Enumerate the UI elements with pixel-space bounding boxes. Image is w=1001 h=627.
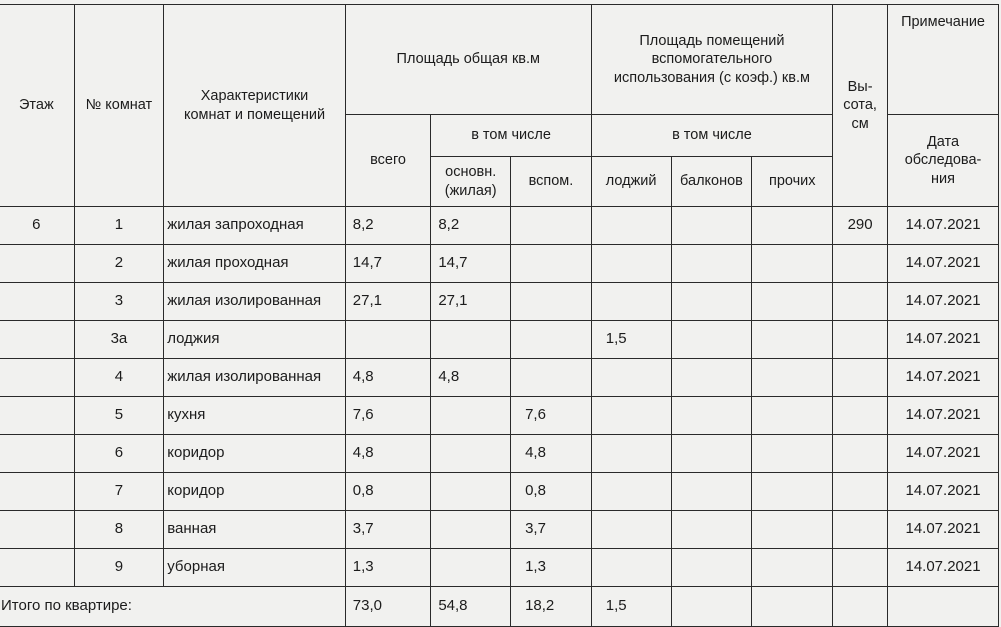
cell-other bbox=[752, 549, 833, 587]
totals-row bbox=[0, 587, 999, 627]
cell-room: 8 bbox=[74, 511, 164, 549]
cell-room: 1 bbox=[74, 207, 164, 245]
cell-date: 14.07.2021 bbox=[888, 207, 999, 245]
totals-aux: 18,2 bbox=[511, 587, 592, 627]
cell-total bbox=[345, 321, 431, 359]
cell-name: кухня bbox=[164, 397, 346, 435]
table-row bbox=[0, 207, 999, 245]
cell-main: 4,8 bbox=[431, 359, 511, 397]
cell-balcony bbox=[671, 435, 752, 473]
cell-floor bbox=[0, 549, 74, 587]
cell-other bbox=[752, 283, 833, 321]
cell-balcony bbox=[671, 397, 752, 435]
cell-other bbox=[752, 435, 833, 473]
cell-floor bbox=[0, 397, 74, 435]
cell-name: жилая изолированная bbox=[164, 359, 346, 397]
cell-date: 14.07.2021 bbox=[888, 435, 999, 473]
cell-balcony bbox=[671, 473, 752, 511]
cell-room: 4 bbox=[74, 359, 164, 397]
cell-total: 1,3 bbox=[345, 549, 431, 587]
cell-floor bbox=[0, 245, 74, 283]
cell-balcony bbox=[671, 321, 752, 359]
cell-aux: 0,8 bbox=[511, 473, 592, 511]
cell-height bbox=[833, 359, 888, 397]
cell-height bbox=[833, 549, 888, 587]
header-area-all: всего bbox=[345, 115, 431, 207]
cell-loggia bbox=[591, 397, 671, 435]
table-row bbox=[0, 511, 999, 549]
header-auxiliary: вспом. bbox=[511, 157, 592, 207]
cell-name: уборная bbox=[164, 549, 346, 587]
header-aux-area: Площадь помещений вспомогательного использования (с коэф.) кв.м bbox=[591, 5, 832, 115]
cell-height bbox=[833, 511, 888, 549]
cell-name: жилая проходная bbox=[164, 245, 346, 283]
cell-loggia bbox=[591, 435, 671, 473]
cell-other bbox=[752, 397, 833, 435]
table-row bbox=[0, 397, 999, 435]
cell-loggia bbox=[591, 549, 671, 587]
totals-total: 73,0 bbox=[345, 587, 431, 627]
cell-main bbox=[431, 511, 511, 549]
cell-aux bbox=[511, 283, 592, 321]
totals-empty bbox=[833, 587, 888, 627]
cell-name: лоджия bbox=[164, 321, 346, 359]
cell-floor bbox=[0, 435, 74, 473]
cell-main bbox=[431, 435, 511, 473]
cell-aux bbox=[511, 245, 592, 283]
cell-main bbox=[431, 397, 511, 435]
cell-main bbox=[431, 321, 511, 359]
totals-empty bbox=[888, 587, 999, 627]
cell-height bbox=[833, 397, 888, 435]
cell-floor bbox=[0, 511, 74, 549]
cell-floor bbox=[0, 359, 74, 397]
header-other: прочих bbox=[752, 157, 833, 207]
cell-name: жилая изолированная bbox=[164, 283, 346, 321]
header-room-number: № комнат bbox=[74, 5, 164, 207]
cell-name: коридор bbox=[164, 435, 346, 473]
header-height: Вы- сота, см bbox=[833, 5, 888, 207]
cell-main: 8,2 bbox=[431, 207, 511, 245]
cell-room: 3а bbox=[74, 321, 164, 359]
cell-other bbox=[752, 207, 833, 245]
totals-label: Итого по квартире: bbox=[0, 587, 345, 627]
totals-loggia: 1,5 bbox=[591, 587, 671, 627]
header-area-total: Площадь общая кв.м bbox=[345, 5, 591, 115]
cell-date: 14.07.2021 bbox=[888, 359, 999, 397]
cell-room: 3 bbox=[74, 283, 164, 321]
cell-loggia bbox=[591, 245, 671, 283]
cell-floor bbox=[0, 283, 74, 321]
header-survey-date: Дата обследова- ния bbox=[888, 115, 999, 207]
cell-date: 14.07.2021 bbox=[888, 549, 999, 587]
cell-floor: 6 bbox=[0, 207, 74, 245]
cell-aux bbox=[511, 207, 592, 245]
cell-date: 14.07.2021 bbox=[888, 473, 999, 511]
cell-total: 14,7 bbox=[345, 245, 431, 283]
cell-loggia bbox=[591, 283, 671, 321]
header-including: в том числе bbox=[431, 115, 591, 157]
table-row bbox=[0, 245, 999, 283]
cell-total: 8,2 bbox=[345, 207, 431, 245]
cell-total: 3,7 bbox=[345, 511, 431, 549]
cell-date: 14.07.2021 bbox=[888, 321, 999, 359]
cell-room: 2 bbox=[74, 245, 164, 283]
cell-floor bbox=[0, 321, 74, 359]
cell-other bbox=[752, 511, 833, 549]
header-including-aux: в том числе bbox=[591, 115, 832, 157]
header-loggias: лоджий bbox=[591, 157, 671, 207]
cell-height bbox=[833, 283, 888, 321]
table-row bbox=[0, 321, 999, 359]
cell-balcony bbox=[671, 549, 752, 587]
cell-height bbox=[833, 435, 888, 473]
cell-height bbox=[833, 245, 888, 283]
cell-loggia bbox=[591, 359, 671, 397]
header-note: Примечание bbox=[888, 5, 999, 115]
cell-aux bbox=[511, 359, 592, 397]
cell-room: 5 bbox=[74, 397, 164, 435]
totals-empty bbox=[671, 587, 752, 627]
cell-height: 290 bbox=[833, 207, 888, 245]
cell-name: ванная bbox=[164, 511, 346, 549]
table-row bbox=[0, 283, 999, 321]
cell-other bbox=[752, 473, 833, 511]
cell-balcony bbox=[671, 359, 752, 397]
cell-date: 14.07.2021 bbox=[888, 397, 999, 435]
cell-loggia bbox=[591, 207, 671, 245]
cell-aux: 4,8 bbox=[511, 435, 592, 473]
header-balconies: балконов bbox=[671, 157, 752, 207]
cell-balcony bbox=[671, 283, 752, 321]
cell-other bbox=[752, 245, 833, 283]
cell-total: 4,8 bbox=[345, 359, 431, 397]
header-main-living: основн. (жилая) bbox=[431, 157, 511, 207]
totals-main: 54,8 bbox=[431, 587, 511, 627]
cell-floor bbox=[0, 473, 74, 511]
cell-main: 14,7 bbox=[431, 245, 511, 283]
cell-name: коридор bbox=[164, 473, 346, 511]
totals-empty bbox=[752, 587, 833, 627]
cell-other bbox=[752, 359, 833, 397]
cell-date: 14.07.2021 bbox=[888, 511, 999, 549]
cell-main: 27,1 bbox=[431, 283, 511, 321]
cell-loggia bbox=[591, 511, 671, 549]
cell-loggia: 1,5 bbox=[591, 321, 671, 359]
cell-other bbox=[752, 321, 833, 359]
cell-loggia bbox=[591, 473, 671, 511]
cell-main bbox=[431, 549, 511, 587]
cell-total: 4,8 bbox=[345, 435, 431, 473]
cell-balcony bbox=[671, 207, 752, 245]
header-characteristics: Характеристики комнат и помещений bbox=[164, 5, 346, 207]
cell-height bbox=[833, 473, 888, 511]
cell-name: жилая запроходная bbox=[164, 207, 346, 245]
cell-aux: 3,7 bbox=[511, 511, 592, 549]
cell-aux: 7,6 bbox=[511, 397, 592, 435]
cell-aux bbox=[511, 321, 592, 359]
cell-aux: 1,3 bbox=[511, 549, 592, 587]
cell-total: 27,1 bbox=[345, 283, 431, 321]
header-floor: Этаж bbox=[0, 5, 74, 207]
cell-balcony bbox=[671, 245, 752, 283]
cell-room: 9 bbox=[74, 549, 164, 587]
cell-total: 0,8 bbox=[345, 473, 431, 511]
cell-balcony bbox=[671, 511, 752, 549]
room-explication-table bbox=[0, 4, 999, 627]
cell-height bbox=[833, 321, 888, 359]
cell-room: 6 bbox=[74, 435, 164, 473]
table-row bbox=[0, 435, 999, 473]
cell-date: 14.07.2021 bbox=[888, 283, 999, 321]
cell-date: 14.07.2021 bbox=[888, 245, 999, 283]
table-row bbox=[0, 473, 999, 511]
table-row bbox=[0, 549, 999, 587]
cell-main bbox=[431, 473, 511, 511]
cell-room: 7 bbox=[74, 473, 164, 511]
cell-total: 7,6 bbox=[345, 397, 431, 435]
table-row bbox=[0, 359, 999, 397]
